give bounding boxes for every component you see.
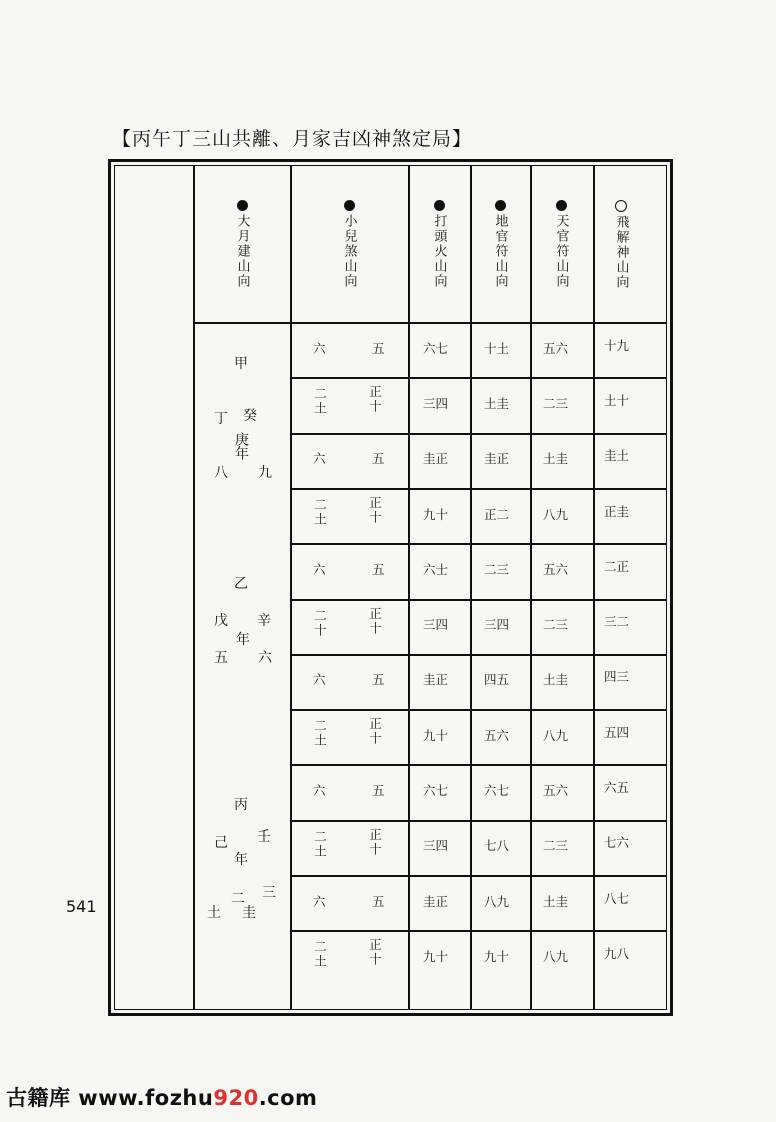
- datou-huo-cell: 九十: [423, 728, 449, 743]
- xiao-ersha-left: 二土: [312, 719, 328, 748]
- filled-dot-icon: [495, 200, 506, 211]
- header-xiao-ersha: 小兒煞山向: [338, 200, 360, 289]
- page-number: 541: [66, 897, 97, 916]
- feijie-shen-cell: 五四: [604, 725, 630, 740]
- xiao-ersha-left: 六: [313, 783, 326, 798]
- xiao-ersha-right: 正十: [367, 496, 383, 525]
- datou-huo-cell: 六七: [423, 783, 449, 798]
- column-divider: [530, 165, 532, 1010]
- row-divider: [290, 709, 667, 711]
- feijie-shen-cell: 九八: [604, 946, 630, 961]
- xiao-ersha-right: 五: [372, 451, 385, 466]
- tianguan-fu-cell: 八九: [543, 728, 569, 743]
- filled-dot-icon: [344, 200, 355, 211]
- watermark-logo: 古籍库 www.fozhu920.com: [6, 1086, 318, 1110]
- feijie-shen-cell: 圭土: [604, 448, 630, 463]
- diguan-fu-cell: 九十: [484, 949, 510, 964]
- tianguan-fu-cell: 八九: [543, 949, 569, 964]
- stem-text: 土: [207, 905, 221, 921]
- diguan-fu-cell: 四五: [484, 672, 510, 687]
- column-divider: [408, 165, 410, 1010]
- page-title: 【丙午丁三山共離、月家吉凶神煞定局】: [112, 128, 473, 150]
- tianguan-fu-cell: 五六: [543, 783, 569, 798]
- datou-huo-cell: 圭正: [423, 451, 449, 466]
- feijie-shen-cell: 正圭: [604, 504, 630, 519]
- filled-dot-icon: [556, 200, 567, 211]
- diguan-fu-cell: 五六: [484, 728, 510, 743]
- diguan-fu-cell: 圭正: [484, 451, 510, 466]
- header-tianguan-fu: 天官符山向: [550, 200, 572, 289]
- diguan-fu-cell: 土圭: [484, 396, 510, 411]
- feijie-shen-cell: 六五: [604, 780, 630, 795]
- feijie-shen-cell: 四三: [604, 669, 630, 684]
- table-inner-frame: [114, 165, 667, 1010]
- stem-text: 戊: [214, 613, 228, 629]
- tianguan-fu-cell: 二三: [543, 838, 569, 853]
- xiao-ersha-left: 六: [313, 451, 326, 466]
- feijie-shen-cell: 二正: [604, 559, 630, 574]
- stem-text: 癸: [243, 408, 257, 424]
- header-feijie-shen: 飛解神山向: [610, 200, 632, 290]
- datou-huo-cell: 圭正: [423, 672, 449, 687]
- column-divider: [193, 165, 195, 1010]
- xiao-ersha-right: 五: [372, 562, 385, 577]
- row-divider: [290, 488, 667, 490]
- stem-text: 三: [262, 885, 276, 901]
- xiao-ersha-left: 二十: [312, 609, 328, 638]
- feijie-shen-cell: 七六: [604, 835, 630, 850]
- tianguan-fu-cell: 二三: [543, 396, 569, 411]
- filled-dot-icon: [237, 200, 248, 211]
- stem-text: 年: [234, 852, 248, 868]
- stem-text: 乙: [234, 576, 248, 592]
- xiao-ersha-right: 正十: [367, 828, 383, 857]
- column-divider: [593, 165, 595, 1010]
- filled-dot-icon: [434, 200, 445, 211]
- xiao-ersha-left: 六: [313, 672, 326, 687]
- tianguan-fu-cell: 八九: [543, 507, 569, 522]
- datou-huo-cell: 六士: [423, 562, 449, 577]
- xiao-ersha-left: 六: [313, 894, 326, 909]
- column-divider: [290, 165, 292, 1010]
- xiao-ersha-right: 五: [372, 341, 385, 356]
- datou-huo-cell: 六七: [423, 341, 449, 356]
- stem-text: 六: [258, 650, 272, 666]
- datou-huo-cell: 三四: [423, 617, 449, 632]
- diguan-fu-cell: 三四: [484, 617, 510, 632]
- header-divider: [193, 322, 667, 324]
- hollow-circle-icon: [615, 200, 627, 212]
- feijie-shen-cell: 三二: [604, 614, 630, 629]
- stem-text: 甲: [234, 356, 248, 372]
- tianguan-fu-cell: 五六: [543, 341, 569, 356]
- diguan-fu-cell: 八九: [484, 894, 510, 909]
- xiao-ersha-left: 二土: [312, 830, 328, 859]
- stem-text: 辛: [257, 613, 271, 629]
- xiao-ersha-right: 正十: [367, 607, 383, 636]
- xiao-ersha-left: 六: [313, 562, 326, 577]
- xiao-ersha-right: 正十: [367, 938, 383, 967]
- datou-huo-cell: 九十: [423, 949, 449, 964]
- diguan-fu-cell: 七八: [484, 838, 510, 853]
- diguan-fu-cell: 六七: [484, 783, 510, 798]
- diguan-fu-cell: 十土: [484, 341, 510, 356]
- stem-text: 己: [214, 835, 228, 851]
- row-divider: [290, 377, 667, 379]
- stem-text: 庚年: [233, 432, 249, 460]
- diguan-fu-cell: 二三: [484, 562, 510, 577]
- row-divider: [290, 875, 667, 877]
- xiao-ersha-left: 二土: [312, 387, 328, 416]
- row-divider: [290, 764, 667, 766]
- datou-huo-cell: 九十: [423, 507, 449, 522]
- xiao-ersha-right: 五: [372, 783, 385, 798]
- stem-text: 壬: [257, 829, 271, 845]
- tianguan-fu-cell: 土圭: [543, 451, 569, 466]
- xiao-ersha-right: 五: [372, 894, 385, 909]
- stem-text: 圭: [242, 905, 256, 921]
- xiao-ersha-left: 二土: [312, 498, 328, 527]
- tianguan-fu-cell: 土圭: [543, 672, 569, 687]
- row-divider: [290, 930, 667, 932]
- header-diguan-fu: 地官符山向: [489, 200, 511, 289]
- row-divider: [290, 654, 667, 656]
- tianguan-fu-cell: 二三: [543, 617, 569, 632]
- xiao-ersha-right: 正十: [367, 385, 383, 414]
- stem-text: 年: [236, 632, 250, 648]
- stem-text: 八: [214, 465, 228, 481]
- datou-huo-cell: 圭正: [423, 894, 449, 909]
- diguan-fu-cell: 正二: [484, 507, 510, 522]
- stem-text: 九: [258, 465, 272, 481]
- column-divider: [470, 165, 472, 1010]
- feijie-shen-cell: 土十: [604, 393, 630, 408]
- datou-huo-cell: 三四: [423, 396, 449, 411]
- stem-text: 丁: [214, 411, 228, 427]
- stem-text: 二: [231, 891, 245, 907]
- xiao-ersha-left: 六: [313, 341, 326, 356]
- header-da-yuejian: 大月建山向: [231, 200, 253, 289]
- row-divider: [290, 820, 667, 822]
- tianguan-fu-cell: 土圭: [543, 894, 569, 909]
- stem-text: 五: [214, 650, 228, 666]
- xiao-ersha-left: 二土: [312, 940, 328, 969]
- row-divider: [290, 433, 667, 435]
- stem-text: 丙: [234, 797, 248, 813]
- feijie-shen-cell: 十九: [604, 338, 630, 353]
- feijie-shen-cell: 八七: [604, 891, 630, 906]
- header-datou-huo: 打頭火山向: [428, 200, 450, 289]
- xiao-ersha-right: 正十: [367, 717, 383, 746]
- datou-huo-cell: 三四: [423, 838, 449, 853]
- xiao-ersha-right: 五: [372, 672, 385, 687]
- row-divider: [290, 599, 667, 601]
- tianguan-fu-cell: 五六: [543, 562, 569, 577]
- row-divider: [290, 543, 667, 545]
